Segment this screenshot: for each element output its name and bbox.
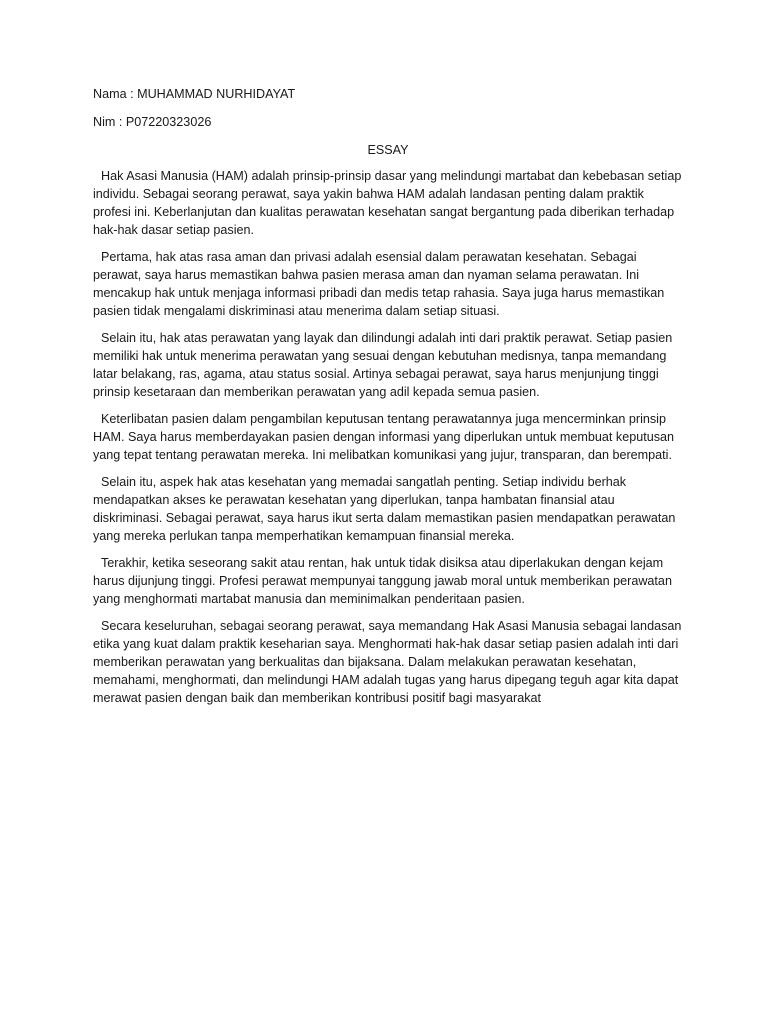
paragraph-1: Hak Asasi Manusia (HAM) adalah prinsip-prinsip dasar yang melindungi martabat dan kebebasan setiap individu. Sebagai seorang perawat, saya yakin bahwa HAM adalah landasan penting dalam praktik profesi ini. Keberlanjutan dan kualitas perawatan kesehatan sangat bergantung pada diberikan terhadap hak-hak dasar setiap pasien. xyxy=(93,169,682,237)
student-nim: Nim : P07220323026 xyxy=(93,115,212,129)
paragraph-7: Secara keseluruhan, sebagai seorang perawat, saya memandang Hak Asasi Manusia sebagai landasan etika yang kuat dalam praktik keseharian saya. Menghormati hak-hak dasar setiap pasien adalah inti dari memberikan perawatan yang berkualitas dan bijaksana. Dalam melakukan perawatan kesehatan, memahami, menghormati, dan melindungi HAM adalah tugas yang harus dipegang teguh agar kita dapat merawat pasien dengan baik dan memberikan kontribusi positif bagi masyarakat xyxy=(93,619,682,705)
student-name: Nama : MUHAMMAD NURHIDAYAT xyxy=(93,87,296,101)
paragraph-3: Selain itu, hak atas perawatan yang layak dan dilindungi adalah inti dari praktik perawat. Setiap pasien memiliki hak untuk menerima perawatan yang sesuai dengan kebutuhan medisnya, tanpa memandang latar belakang, ras, agama, atau status sosial. Artinya sebagai perawat, saya harus menjunjung tinggi prinsip kesetaraan dan memberikan perawatan yang adil kepada semua pasien. xyxy=(93,331,673,399)
paragraph-5: Selain itu, aspek hak atas kesehatan yang memadai sangatlah penting. Setiap individu berhak mendapatkan akses ke perawatan kesehatan yang diperlukan, tanpa hambatan finansial atau diskriminasi. Sebagai perawat, saya harus ikut serta dalam memastikan pasien mendapatkan perawatan yang mereka perlukan tanpa memperhatikan kemampuan finansial mereka. xyxy=(93,475,676,543)
paragraph-2: Pertama, hak atas rasa aman dan privasi adalah esensial dalam perawatan kesehatan. Sebagai perawat, saya harus memastikan bahwa pasien merasa aman dan nyaman selama perawatan. Ini mencakup hak untuk menjaga informasi pribadi dan medis tetap rahasia. Saya juga harus memastikan pasien tidak mengalami diskriminasi atau menerima dalam setiap situasi. xyxy=(93,250,665,318)
document-page xyxy=(93,85,683,716)
paragraph-6: Terakhir, ketika seseorang sakit atau rentan, hak untuk tidak disiksa atau diperlakukan dengan kejam harus dijunjung tinggi. Profesi perawat mempunyai tanggung jawab moral untuk memberikan perawatan yang menghormati martabat manusia dan meminimalkan penderitaan pasien. xyxy=(93,556,672,606)
essay-title: ESSAY xyxy=(367,143,409,157)
paragraph-4: Keterlibatan pasien dalam pengambilan keputusan tentang perawatannya juga mencerminkan prinsip HAM. Saya harus memberdayakan pasien dengan informasi yang diperlukan untuk membuat keputusan yang tepat tentang perawatan mereka. Ini melibatkan komunikasi yang jujur, transparan, dan berempati. xyxy=(93,412,675,462)
